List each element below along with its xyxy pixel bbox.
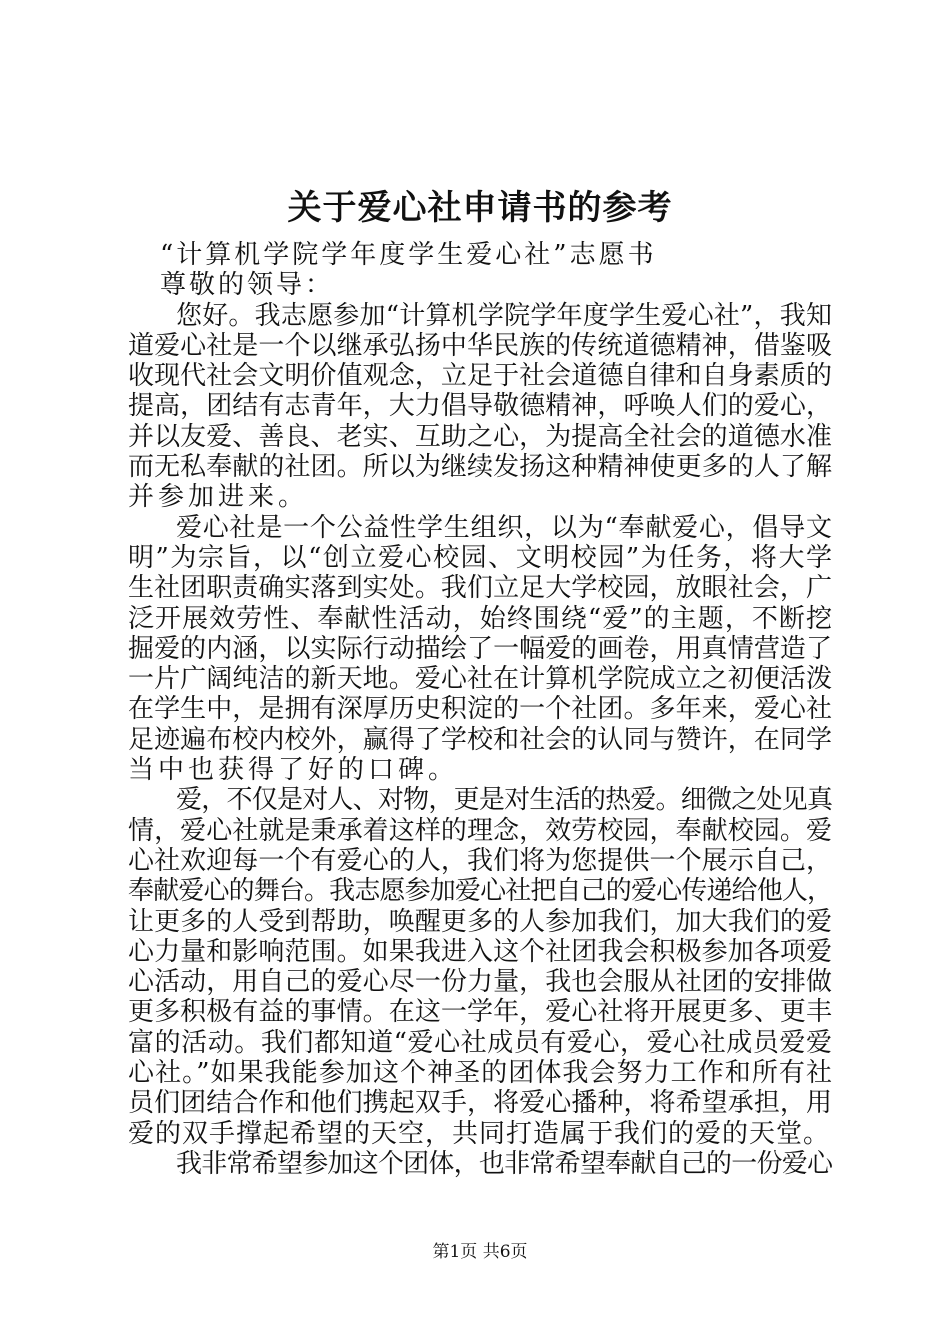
- paragraph-line: 泛开展效劳性、奉献性活动，始终围绕“爱”的主题，不断挖: [128, 603, 832, 634]
- paragraph-line: 爱的双手撑起希望的天空，共同打造属于我们的爱的天堂。: [128, 1118, 831, 1149]
- paragraph-line: 而无私奉献的社团。所以为继续发扬这种精神使更多的人了解: [128, 452, 832, 483]
- paragraph-line: 员们团结合作和他们携起双手，将爱心播种，将希望承担，用: [128, 1088, 832, 1119]
- paragraph-line: 明”为宗旨，以“创立爱心校园、文明校园”为任务，将大学: [128, 542, 832, 573]
- page-footer: 第1页 共6页: [432, 1242, 528, 1262]
- document-body: [128, 240, 832, 1179]
- paragraph-line: 心活动，用自己的爱心尽一份力量，我也会服从社团的安排做: [128, 967, 832, 998]
- paragraph-line: 我非常希望参加这个团体，也非常希望奉献自己的一份爱心: [176, 1148, 832, 1179]
- paragraph-line: 让更多的人受到帮助，唤醒更多的人参加我们，加大我们的爱: [128, 906, 832, 937]
- paragraph-line: 一片广阔纯洁的新天地。爱心社在计算机学院成立之初便活泼: [128, 664, 832, 695]
- subtitle: “计算机学院学年度学生爱心社”志愿书: [160, 240, 657, 270]
- paragraph-line: 并以友爱、善良、老实、互助之心，为提高全社会的道德水准: [128, 421, 832, 452]
- paragraph: [128, 301, 832, 513]
- paragraph-line: 情，爱心社就是秉承着这样的理念，效劳校园，奉献校园。爱: [128, 815, 832, 846]
- paragraph-line: 爱，不仅是对人、对物，更是对生活的热爱。细微之处见真: [176, 785, 832, 816]
- paragraph-line: 奉献爱心的舞台。我志愿参加爱心社把自己的爱心传递给他人，: [128, 876, 832, 907]
- document-title: 关于爱心社申请书的参考: [287, 188, 673, 228]
- paragraph: [128, 785, 832, 1149]
- paragraph-line: 在学生中，是拥有深厚历史积淀的一个社团。多年来，爱心社: [128, 694, 832, 725]
- paragraph-line: 并参加进来。: [128, 482, 309, 513]
- paragraph-line: 心社。”如果我能参加这个神圣的团体我会努力工作和所有社: [128, 1058, 832, 1089]
- paragraph-line: 更多积极有益的事情。在这一学年，爱心社将开展更多、更丰: [128, 997, 832, 1028]
- paragraph-line: 生社团职责确实落到实处。我们立足大学校园，放眼社会，广: [128, 573, 832, 604]
- paragraph-line: 富的活动。我们都知道“爱心社成员有爱心，爱心社成员爱爱: [128, 1027, 832, 1058]
- paragraph-line: 提高，团结有志青年，大力倡导敬德精神，呼唤人们的爱心，: [128, 391, 832, 422]
- paragraph-line: 掘爱的内涵，以实际行动描绘了一幅爱的画卷，用真情营造了: [128, 633, 832, 664]
- paragraph-line: 心社欢迎每一个有爱心的人，我们将为您提供一个展示自己，: [128, 845, 832, 876]
- paragraph-line: 爱心社是一个公益性学生组织，以为“奉献爱心，倡导文: [176, 512, 832, 543]
- paragraph-line: 收现代社会文明价值观念，立足于社会道德自律和自身素质的: [128, 361, 832, 392]
- paragraph-line: 心力量和影响范围。如果我进入这个社团我会积极参加各项爱: [128, 936, 832, 967]
- paragraph-line: 足迹遍布校内校外，赢得了学校和社会的认同与赞许，在同学: [128, 724, 832, 755]
- paragraph-line: 您好。我志愿参加“计算机学院学年度学生爱心社”，我知: [176, 300, 832, 331]
- paragraph: [128, 513, 832, 786]
- paragraph-line: 当中也获得了好的口碑。: [128, 755, 459, 786]
- paragraph: [128, 1149, 832, 1179]
- paragraphs: [128, 301, 832, 1180]
- paragraph-line: 道爱心社是一个以继承弘扬中华民族的传统道德精神，借鉴吸: [128, 330, 832, 361]
- greeting: 尊敬的领导：: [160, 270, 335, 301]
